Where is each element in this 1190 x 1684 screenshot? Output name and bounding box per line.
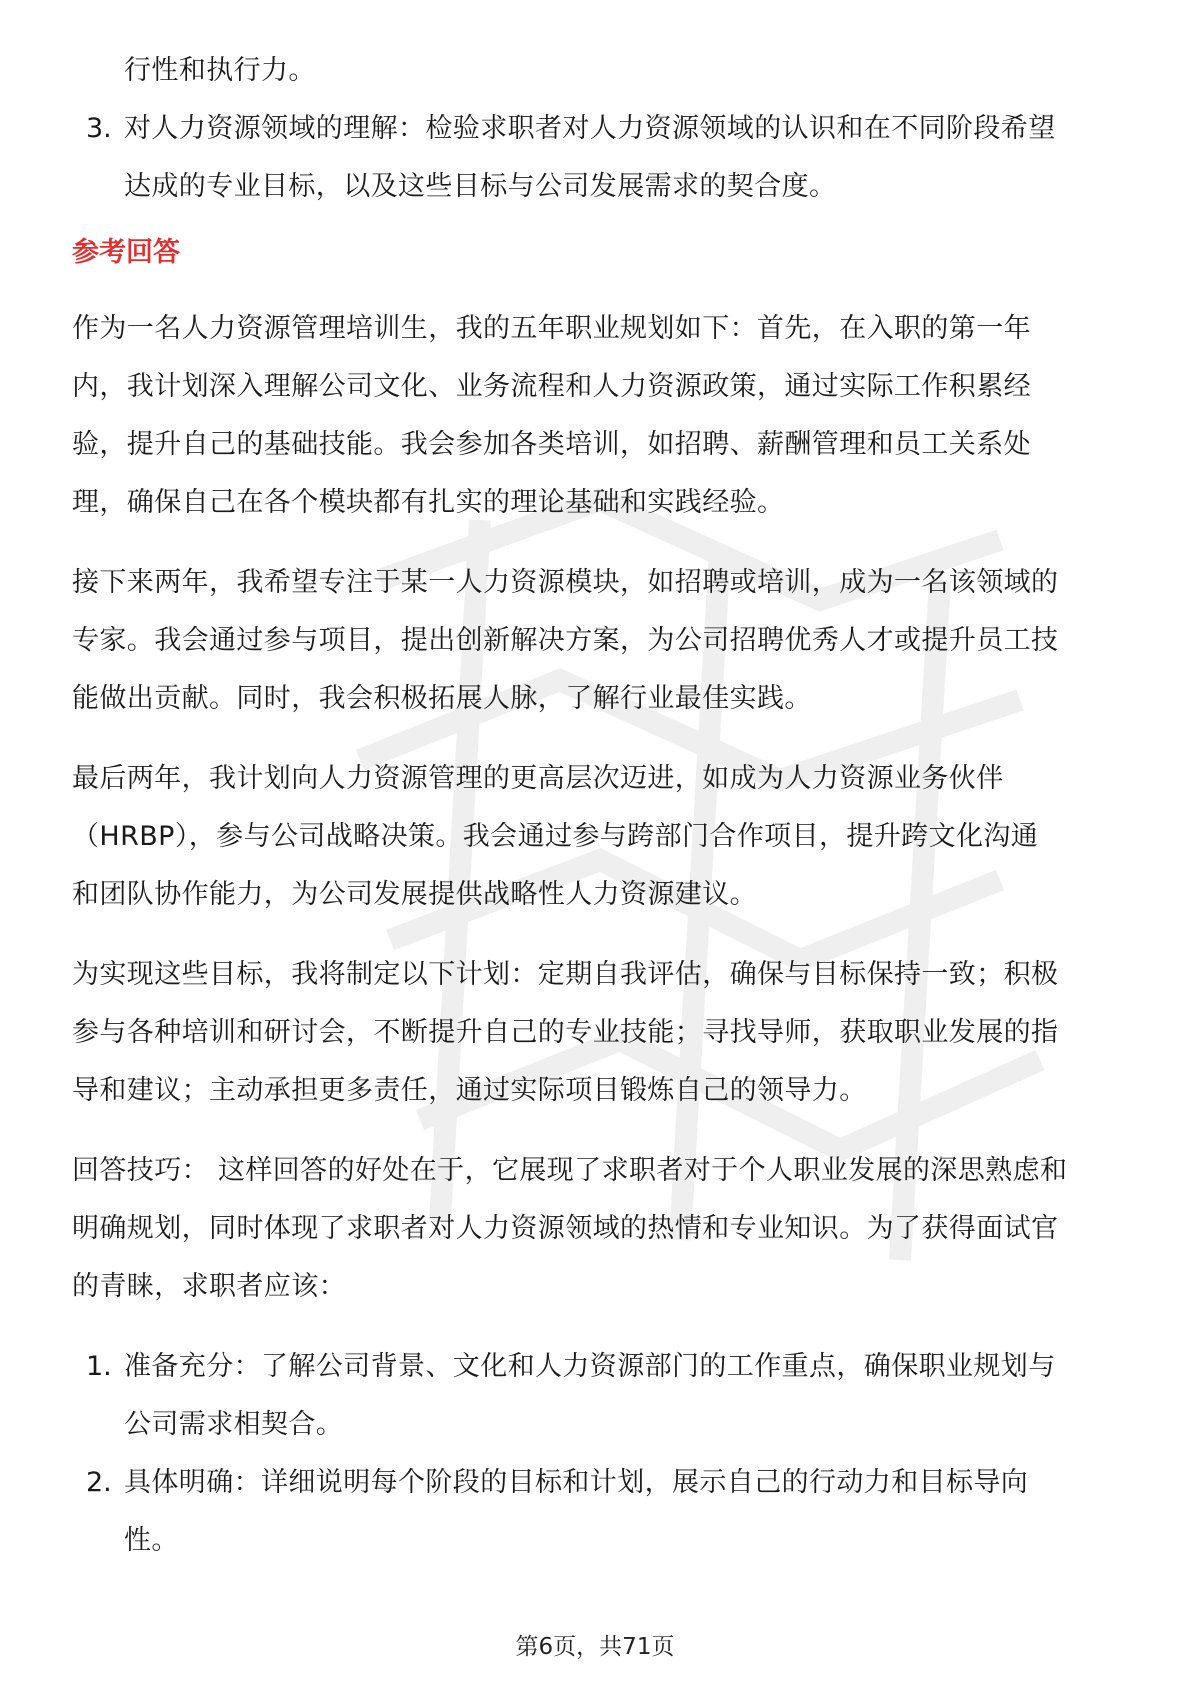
paragraph-line: 的青睐，求职者应该： — [72, 1271, 346, 1302]
list-item-3 — [72, 100, 1120, 216]
paragraph-line: 回答技巧： 这样回答的好处在于，它展现了求职者对于个人职业发展的深思熟虑和 — [72, 1155, 1068, 1186]
paragraph-line: 理，确保自己在各个模块都有扎实的理论基础和实践经验。 — [72, 487, 785, 518]
paragraph-line: （HRBP），参与公司战略决策。我会通过参与跨部门合作项目，提升跨文化沟通 — [72, 821, 1039, 852]
list-item-2 — [72, 1454, 1120, 1570]
tips-list — [72, 1338, 1120, 1570]
paragraph-line: 导和建议；主动承担更多责任，通过实际项目锻炼自己的领导力。 — [72, 1075, 867, 1106]
list-number: 3. — [86, 113, 112, 144]
paragraph-line: 专家。我会通过参与项目，提出创新解决方案，为公司招聘优秀人才或提升员工技 — [72, 625, 1059, 656]
paragraph — [72, 946, 1120, 1120]
paragraph-line: 参与各种培训和研讨会，不断提升自己的专业技能；寻找导师，获取职业发展的指 — [72, 1017, 1059, 1048]
list-item-text: 达成的专业目标，以及这些目标与公司发展需求的契合度。 — [124, 171, 837, 202]
page-footer: 第6页，共71页 — [515, 1634, 675, 1660]
list-number: 1. — [86, 1351, 112, 1382]
list-item-text: 性。 — [124, 1525, 179, 1556]
paragraph — [72, 554, 1120, 728]
paragraph-line: 能做出贡献。同时，我会积极拓展人脉，了解行业最佳实践。 — [72, 683, 812, 714]
paragraph — [72, 1142, 1120, 1316]
list-item-text: 准备充分：了解公司背景、文化和人力资源部门的工作重点，确保职业规划与 — [124, 1351, 1056, 1382]
paragraph — [72, 300, 1120, 532]
list-item-1 — [72, 1338, 1120, 1454]
paragraph — [72, 750, 1120, 924]
list-item-text: 具体明确：详细说明每个阶段的目标和计划，展示自己的行动力和目标导向 — [124, 1467, 1029, 1498]
paragraph-line: 明确规划，同时体现了求职者对人力资源领域的热情和专业知识。为了获得面试官 — [72, 1213, 1059, 1244]
paragraph-line: 和团队协作能力，为公司发展提供战略性人力资源建议。 — [72, 879, 757, 910]
page-content — [72, 42, 1120, 1570]
list-item-text: 对人力资源领域的理解：检验求职者对人力资源领域的认识和在不同阶段希望 — [124, 113, 1056, 144]
list-number: 2. — [86, 1467, 112, 1498]
list-item-text: 公司需求相契合。 — [124, 1409, 344, 1440]
paragraph-line: 为实现这些目标，我将制定以下计划：定期自我评估，确保与目标保持一致；积极 — [72, 959, 1059, 990]
paragraph-line: 验，提升自己的基础技能。我会参加各类培训，如招聘、薪酬管理和员工关系处 — [72, 429, 1031, 460]
section-title: 参考回答 — [72, 237, 180, 268]
paragraph-line: 内，我计划深入理解公司文化、业务流程和人力资源政策，通过实际工作积累经 — [72, 371, 1031, 402]
list-item-continuation — [72, 42, 1120, 100]
list-item-text: 行性和执行力。 — [124, 55, 316, 86]
paragraph-line: 最后两年，我计划向人力资源管理的更高层次迈进，如成为人力资源业务伙伴 — [72, 763, 1004, 794]
paragraph-line: 接下来两年，我希望专注于某一人力资源模块，如招聘或培训，成为一名该领域的 — [72, 567, 1059, 598]
paragraph-line: 作为一名人力资源管理培训生，我的五年职业规划如下：首先，在入职的第一年 — [72, 313, 1031, 344]
